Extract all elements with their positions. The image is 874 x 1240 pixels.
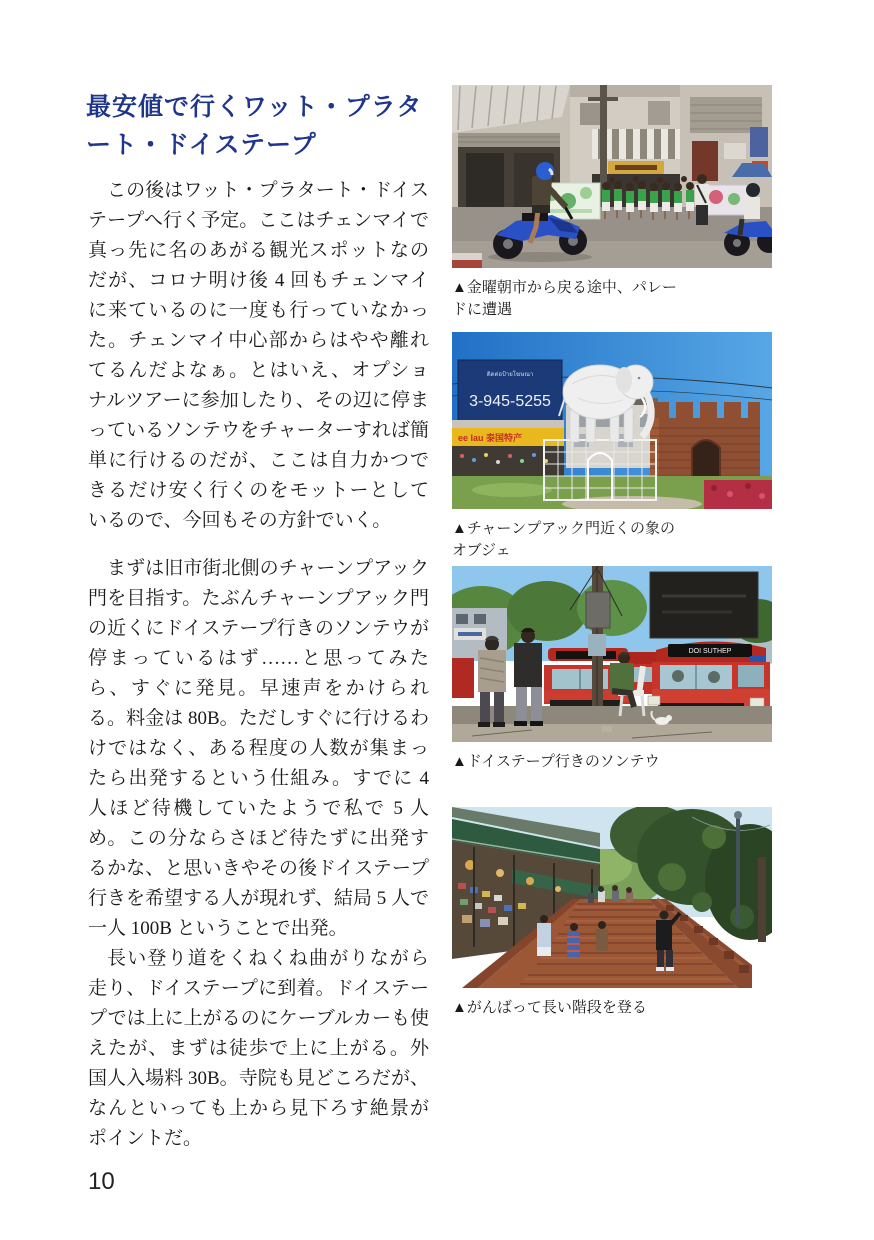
- photo-caption-1: ▲金曜朝市から戻る途中、パレードに遭遇: [452, 279, 677, 318]
- page-number: 10: [88, 1168, 115, 1195]
- figure-songthaew: [452, 566, 772, 773]
- photo-songthaew-image: [452, 566, 772, 742]
- photo-staircase-image: [452, 807, 772, 988]
- figure-elephant: [452, 332, 772, 562]
- photo-caption-2: ▲チャーンプアック門近くの象のオブジェ: [452, 520, 676, 559]
- article-title: 最安値で行くワット・プラタート・ドイステープ: [86, 93, 423, 159]
- billboard: [458, 360, 562, 422]
- shop-sign: [452, 428, 564, 446]
- svg-text:ee lau 泰国特产: ee lau 泰国特产: [458, 433, 523, 443]
- figure-parade: [452, 85, 772, 321]
- paragraph-2: まずは旧市街北側のチャーンプアック門を目指す。たぶんチャーンプアック門の近くにドイステープ行きのソンテウが停まっているはず……と思ってみたら、すぐに発見。早速声をかけられる。料金は 80B。ただしすぐに行けるわけではなく、ある程度の人数が集まったら出発するという仕組み。すでに 4 人ほど待機していたようで私で 5 人め。この分ならさほど待たずに出発するかな、と思いきやその後ドイステープ行きを希望する人が現れず、結局 5 人で一人 100B ということで出発。: [88, 558, 429, 939]
- parade-banner-right: [704, 185, 750, 215]
- paragraph-3: 長い登り道をくねくね曲がりながら走り、ドイステープに到着。ドイステープでは上に上がるのにケーブルカーも使えたが、まずは徒歩で上に上がる。外国人入場料 30B。寺院も見どころだが、なんといっても上から見下ろす絶景がポイントだ。: [88, 948, 429, 1149]
- photo-caption-4: ▲がんばって長い階段を登る: [452, 999, 647, 1016]
- truck-left-partial: [452, 658, 474, 698]
- photo-caption-3: ▲ドイステープ行きのソンテウ: [452, 753, 660, 770]
- figure-staircase: [452, 807, 772, 1019]
- svg-text:3-945-5255: 3-945-5255: [469, 393, 551, 410]
- paragraph-1: この後はワット・プラタート・ドイステープへ行く予定。ここはチェンマイで真っ先に名のあがる観光スポットなのだが、コロナ明け後 4 回もチェンマイに来ているのに一度も行っていなかった。チェンマイ中心部からはやや離れてるんだよなぁ。とはいえ、オプショナルツアーに参加したり、その辺に停まっているソンテウをチャーターすれば簡単に行けるのだが、ここは自力かつできるだけ安く行くのをモットーとしているので、今回もその方針でいく。: [88, 180, 429, 531]
- photo-elephant-image: [452, 332, 772, 509]
- flower-bed: [704, 480, 772, 509]
- svg-text:DOI SUTHEP: DOI SUTHEP: [688, 648, 732, 655]
- article-body: [88, 176, 429, 1154]
- billboard-dark: [650, 572, 758, 638]
- svg-text:ติดต่อป้ายโฆษณา: ติดต่อป้ายโฆษณา: [486, 372, 534, 378]
- photo-parade-image: [452, 85, 772, 268]
